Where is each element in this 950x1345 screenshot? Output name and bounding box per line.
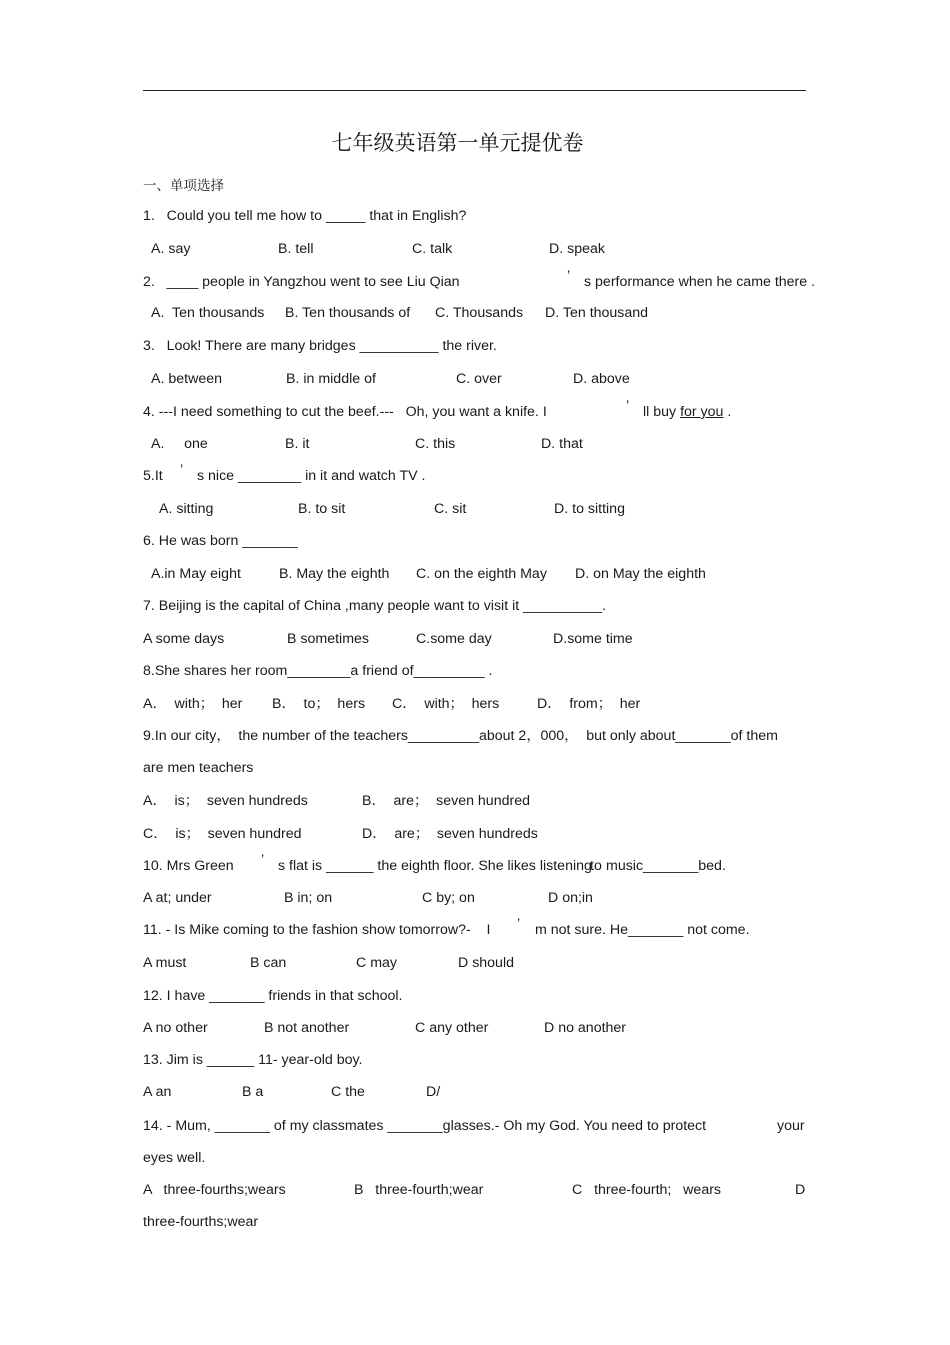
q9-option-c: C． is； seven hundred (143, 826, 302, 842)
question-9-line2: are men teachers (143, 760, 254, 776)
question-1: 1. Could you tell me how to _____ that in English? (143, 208, 467, 224)
q7-option-a: A some days (143, 631, 225, 647)
q14-option-d-text: three-fourths;wear (143, 1214, 259, 1230)
q8-option-c: C． with； hers (392, 696, 500, 712)
q3-option-a: A. between (151, 371, 222, 387)
q3-option-d: D. above (573, 371, 630, 387)
page-title: 七年级英语第一单元提优卷 (331, 131, 584, 155)
q3-option-c: C. over (456, 371, 502, 387)
q12-option-a: A no other (143, 1020, 208, 1036)
question-3: 3. Look! There are many bridges __________ the river. (143, 338, 497, 354)
q4-option-b: B. it (285, 436, 310, 452)
q8-option-a: A． with； her (143, 696, 243, 712)
q11-option-a: A must (143, 955, 187, 971)
question-6: 6. He was born _______ (143, 533, 298, 549)
q11-option-d: D should (458, 955, 514, 971)
q6-option-d: D. on May the eighth (575, 566, 706, 582)
q4-underlined: for you (680, 404, 724, 420)
q6-option-b: B. May the eighth (279, 566, 390, 582)
q1-option-c: C. talk (412, 241, 453, 257)
q8-option-d: D． from； her (537, 696, 641, 712)
question-4: 4. ---I need something to cut the beef.--- Oh, you want a knife. I (143, 404, 547, 420)
q11-option-b: B can (250, 955, 287, 971)
question-2: 2. ____ people in Yangzhou went to see Liu Qian (143, 274, 460, 290)
q8-option-b: B． to； hers (272, 696, 366, 712)
q12-option-b: B not another (264, 1020, 350, 1036)
q13-option-a: A an (143, 1084, 172, 1100)
q1-option-a: A. say (151, 241, 191, 257)
question-11: 11. - Is Mike coming to the fashion show tomorrow?- I (143, 922, 491, 938)
question-5-cont: s nice ________ in it and watch TV . (197, 468, 426, 484)
q13-option-d: D/ (426, 1084, 441, 1100)
q4-option-d: D. that (541, 436, 583, 452)
q5-apostrophe: ’ (180, 462, 184, 478)
q10-option-d: D on;in (548, 890, 593, 906)
question-10-end: music_______bed. (606, 858, 726, 874)
q9-option-b: B． are； seven hundred (362, 793, 530, 809)
q14-option-d: D (795, 1182, 806, 1198)
question-13: 13. Jim is ______ 11- year-old boy. (143, 1052, 363, 1068)
q2-option-a: A. Ten thousands (151, 305, 265, 321)
question-14-line2: eyes well. (143, 1150, 206, 1166)
q2-option-c: C. Thousands (435, 305, 524, 321)
question-4-cont: ll buy for you . (643, 404, 732, 420)
q13-option-b: B a (242, 1084, 264, 1100)
question-2-cont: s performance when he came there . (584, 274, 816, 290)
q11-option-c: C may (356, 955, 397, 971)
q14-option-c: C three-fourth; wears (572, 1182, 722, 1198)
question-7: 7. Beijing is the capital of China ,many people want to visit it __________. (143, 598, 606, 614)
q2-option-b: B. Ten thousands of (285, 305, 411, 321)
q7-option-c: C.some day (416, 631, 492, 647)
section-heading: 一、单项选择 (143, 178, 224, 194)
q11-apostrophe: ’ (517, 916, 521, 932)
q9-option-d: D． are； seven hundreds (362, 826, 538, 842)
question-9: 9.In our city， the number of the teachers_________about 2，000， but only about_______of them (143, 728, 778, 744)
question-11-cont: m not sure. He_______ not come. (535, 922, 750, 938)
q4-option-a: A. one (151, 436, 208, 452)
q5-option-d: D. to sitting (554, 501, 625, 517)
header-rule (143, 90, 806, 91)
question-10: 10. Mrs Green (143, 858, 234, 874)
q1-option-d: D. speak (549, 241, 605, 257)
question-14-your: your (777, 1118, 805, 1134)
question-10-to: to (590, 858, 602, 874)
q10-option-c: C by; on (422, 890, 475, 906)
q7-option-b: B sometimes (287, 631, 369, 647)
question-5: 5.It (143, 468, 163, 484)
q5-option-b: B. to sit (298, 501, 346, 517)
q2-apostrophe: ’ (567, 268, 571, 284)
q12-option-c: C any other (415, 1020, 489, 1036)
q13-option-c: C the (331, 1084, 365, 1100)
q6-option-a: A.in May eight (151, 566, 241, 582)
q3-option-b: B. in middle of (286, 371, 376, 387)
q6-option-c: C. on the eighth May (416, 566, 547, 582)
q10-apostrophe: ’ (261, 852, 265, 868)
question-12: 12. I have _______ friends in that school. (143, 988, 403, 1004)
q1-option-b: B. tell (278, 241, 314, 257)
question-10-cont: s flat is ______ the eighth floor. She likes listening (278, 858, 592, 874)
q10-option-a: A at; under (143, 890, 212, 906)
question-8: 8.She shares her room________a friend of_________ . (143, 663, 493, 679)
q2-option-d: D. Ten thousand (545, 305, 649, 321)
q5-option-c: C. sit (434, 501, 467, 517)
q9-option-a: A． is； seven hundreds (143, 793, 308, 809)
q7-option-d: D.some time (553, 631, 633, 647)
question-14: 14. - Mum, _______ of my classmates _______glasses.- Oh my God. You need to protect (143, 1118, 707, 1134)
q4-option-c: C. this (415, 436, 456, 452)
q14-option-a: A three-fourths;wears (143, 1182, 286, 1198)
q12-option-d: D no another (544, 1020, 627, 1036)
q14-option-b: B three-fourth;wear (354, 1182, 484, 1198)
q5-option-a: A. sitting (159, 501, 214, 517)
q4-apostrophe: ’ (626, 398, 630, 414)
q10-option-b: B in; on (284, 890, 333, 906)
